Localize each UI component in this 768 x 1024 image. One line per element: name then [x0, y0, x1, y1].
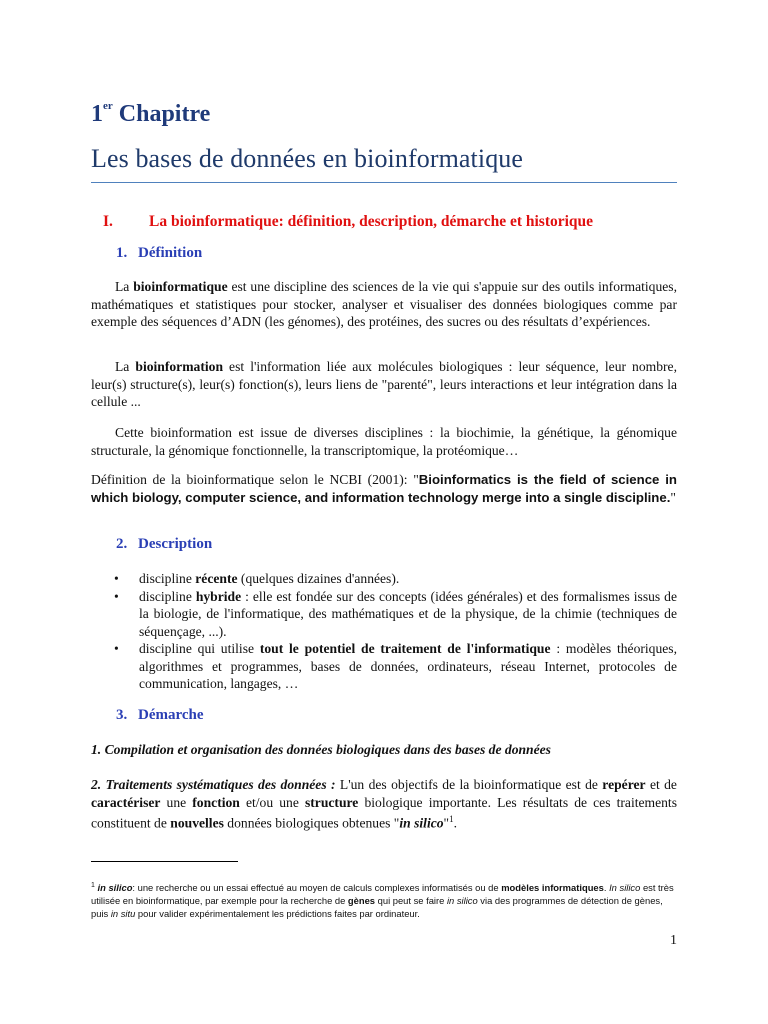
text-run: discipline: [139, 588, 196, 604]
demarche-item-compilation: [91, 741, 677, 759]
bold-term: caractériser: [91, 794, 161, 810]
text-run: .: [603, 882, 610, 894]
list-item: [91, 640, 677, 693]
section-title: La bioinformatique: définition, description, démarche et historique: [149, 213, 594, 230]
subsection-heading-definition: [116, 245, 202, 262]
subsection-heading-demarche: [116, 707, 204, 724]
chapter-label: Chapitre: [118, 101, 211, 127]
text-run: discipline qui utilise: [139, 641, 260, 656]
document-page: [91, 0, 677, 1024]
paragraph-bioinformation: [91, 358, 677, 411]
description-list: [91, 570, 677, 693]
italic-term: In silico: [609, 882, 641, 894]
text-run: ": [443, 815, 450, 831]
bold-term: bioinformatique: [133, 279, 228, 294]
subsection-title: Description: [138, 536, 213, 552]
bullet-icon: •: [114, 641, 119, 656]
subsection-number: 1.: [116, 245, 128, 261]
text-run: est très utilisée en bioinformatique, par exemple pour la recherche de: [91, 882, 674, 906]
bold-term: gènes: [347, 894, 376, 906]
footnote-ref: 1: [449, 814, 454, 824]
section-number: I.: [103, 213, 113, 230]
subsection-title: Définition: [138, 245, 203, 261]
bold-term: hybride: [195, 588, 242, 604]
text-run: (quelques dizaines d'années).: [237, 571, 400, 586]
text-run: ": [670, 489, 676, 505]
text-run: discipline: [139, 571, 196, 586]
paragraph-sources: Cette bioinformation est issue de diverses disciplines : la biochimie, la génétique, la génomique structurale, la génomique fonctionnelle, la transcriptomique, la protéomique…: [91, 425, 677, 458]
text-run: est l'information liée aux molécules biologiques : leur séquence, leur nombre, leur(s) structure(s), leur(s) fonction(s), leurs liens de "parenté", leurs interactions et leur intégration dans la cellule ...: [91, 359, 677, 409]
bold-term: structure: [304, 794, 359, 810]
italic-term: in silico: [446, 894, 478, 906]
list-item: [91, 588, 677, 641]
text-run: données biologiques obtenues ": [223, 815, 400, 831]
subsection-title: Démarche: [138, 707, 204, 723]
bold-term: récente: [195, 571, 238, 586]
chapter-title: Les bases de données en bioinformatique: [91, 144, 524, 173]
text-run: via des programmes de détection de gènes, puis: [91, 894, 663, 919]
page-number: 1: [670, 933, 677, 948]
step-title: 2. Traitements systématiques des données :: [91, 777, 336, 792]
step-title: 1. Compilation et organisation des données biologiques dans des bases de données: [91, 742, 551, 757]
text-run: Définition de la bioinformatique selon le NCBI (2001): ": [91, 472, 419, 487]
text-run: est une discipline des sciences de la vie qui s'appuie sur des outils informatiques, mathématiques et statistiques pour stocker, analyser et visualiser des données biologiques comme par exemple des séquences d’ADN (les génomes), des protéines, des sucres ou des résultats d’expériences.: [91, 279, 677, 329]
footnote: [91, 880, 677, 920]
bold-term: modèles informatiques: [501, 882, 604, 894]
section-heading: [103, 213, 593, 231]
text-run: une: [160, 794, 193, 810]
chapter-superscript: er: [103, 100, 113, 112]
subsection-number: 2.: [116, 536, 128, 552]
text-run: : modèles théoriques, algorithmes et programmes, bases de données, ordinateurs, réseau Internet, protocoles de communication, langages, …: [139, 641, 677, 691]
text-run: : elle est fondée sur des concepts (idées générales) et des formalismes issus de la biologie, de l'informatique, des mathématiques et de la physique, de la chimie (techniques de séquençage, ...).: [139, 588, 677, 639]
text-run: La: [115, 359, 136, 374]
bold-term: fonction: [192, 794, 240, 810]
bold-term: nouvelles: [170, 815, 224, 831]
text-run: : une recherche ou un essai effectué au moyen de calculs complexes informatisés ou de: [132, 882, 502, 894]
text-run: biologique importante. Les résultats de ces traitements constituent de: [91, 794, 677, 831]
list-item: [91, 570, 677, 588]
bold-term: tout le potentiel de traitement de l'informatique: [259, 641, 551, 656]
text-run: La: [115, 279, 134, 294]
bold-term: bioinformation: [135, 359, 223, 374]
bullet-icon: •: [114, 571, 119, 586]
text-run: L'un des objectifs de la bioinformatique est de: [335, 777, 603, 792]
subsection-heading-description: [116, 536, 212, 553]
bold-italic-term: in silico: [399, 815, 444, 831]
title-underline: [91, 182, 677, 183]
subsection-number: 3.: [116, 707, 128, 723]
text-run: et/ou une: [239, 794, 305, 810]
footnote-term: in silico: [97, 882, 133, 894]
paragraph-bioinformatique: [91, 278, 677, 331]
footnote-separator: [91, 861, 238, 862]
text-run: qui peut se faire: [375, 894, 447, 906]
footnote-number: 1: [91, 882, 95, 889]
paragraph-ncbi-definition: [91, 471, 677, 506]
chapter-heading: [91, 100, 210, 128]
text-run: .: [453, 815, 458, 831]
italic-term: in situ: [110, 907, 136, 919]
demarche-item-traitements: [91, 776, 677, 832]
ncbi-quote: Bioinformatics is the field of science in which biology, computer science, and information technology merge into a single discipline.: [91, 472, 677, 505]
bullet-icon: •: [114, 588, 119, 604]
text-run: pour valider expérimentalement les prédictions faites par ordinateur.: [135, 907, 420, 919]
text-run: et de: [645, 777, 677, 792]
bold-term: repérer: [602, 777, 646, 792]
chapter-number: 1: [91, 101, 103, 127]
